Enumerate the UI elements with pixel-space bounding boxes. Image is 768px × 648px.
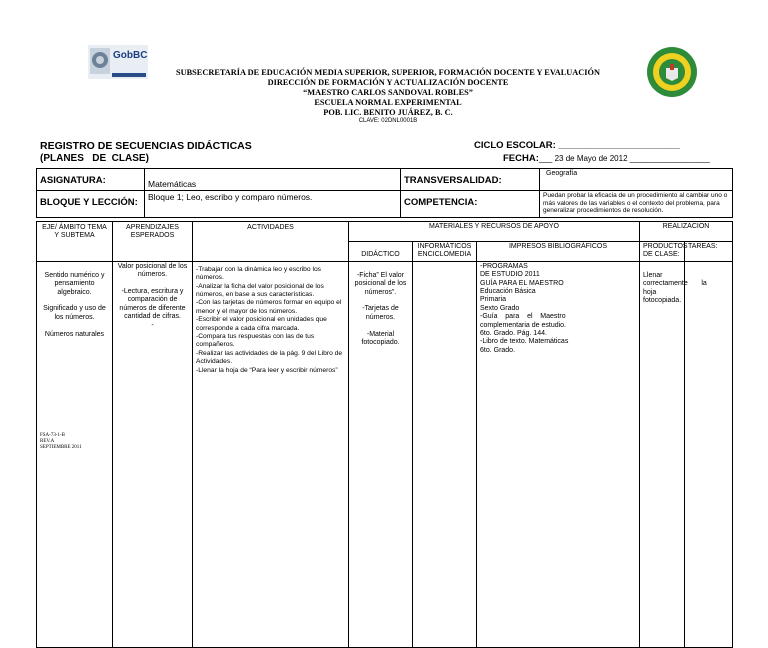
asignatura-value: Matemáticas bbox=[145, 169, 401, 191]
footer-code bbox=[40, 433, 82, 451]
header-clave: CLAVE: 02DNL0001B bbox=[358, 118, 418, 124]
transversalidad-value: Geografía bbox=[540, 169, 733, 191]
header-line-1: SUBSECRETARÍA DE EDUCACIÓN MEDIA SUPERIOR, SUPERIOR, FORMACIÓN DOCENTE Y EVALUACIÓN bbox=[176, 68, 600, 77]
planes-subtitle: (PLANES DE CLASE) bbox=[40, 153, 149, 164]
actividades-header: ACTIVIDADES bbox=[193, 222, 349, 262]
didactico-content: -Ficha” El valor posicional de los números”. -Tarjetas de números. -Material fotocopiado. bbox=[349, 261, 413, 647]
tareas-content bbox=[685, 261, 733, 647]
aprendizajes-header: APRENDIZAJES ESPERADOS bbox=[113, 222, 193, 262]
gobbc-logo-text: GobBC bbox=[113, 50, 148, 61]
materiales-header: MATERIALES Y RECURSOS DE APOYO bbox=[349, 222, 640, 242]
impresos-content: -PROGRAMAS DE ESTUDIO 2011 GUÍA PARA EL MAESTRO Educación Básica Primaria Sexto Grado -Guía para el Maestro complementaria de estudio. 6to. Grado. Pág. 144. -Libro de texto. Matemáticas 6to. Grado. bbox=[477, 261, 640, 647]
eje-content: Sentido numérico y pensamiento algebraico. Significado y uso de los números. Números naturales bbox=[37, 261, 113, 647]
informaticos-content bbox=[413, 261, 477, 647]
eje-header: EJE/ ÁMBITO TEMA Y SUBTEMA bbox=[37, 222, 113, 262]
productos-header: PRODUCTOS DE CLASE: bbox=[640, 242, 685, 262]
aprendizajes-content: Valor posicional de los números. -Lectura, escritura y comparación de números de diferente cantidad de cifras. - bbox=[113, 261, 193, 647]
header-line-3: “MAESTRO CARLOS SANDOVAL ROBLES” bbox=[303, 88, 473, 97]
didactico-header: DIDÁCTICO bbox=[349, 242, 413, 262]
ciclo-escolar-label: CICLO ESCOLAR: _______________________ bbox=[474, 140, 680, 151]
impresos-header: IMPRESOS BIBLIOGRÁFICOS bbox=[477, 242, 640, 262]
asignatura-table bbox=[36, 168, 733, 218]
fecha-value: ___ 23 de Mayo de 2012 __________________ bbox=[539, 154, 710, 163]
tareas-header: TAREAS: bbox=[685, 242, 733, 262]
informaticos-header: INFORMÁTICOS ENCICLOMEDIA bbox=[413, 242, 477, 262]
competencia-label: COMPETENCIA: bbox=[401, 191, 540, 218]
transversalidad-label: TRANSVERSALIDAD: bbox=[401, 169, 540, 191]
registro-title: REGISTRO DE SECUENCIAS DIDÁCTICAS bbox=[40, 140, 252, 152]
realizacion-header: REALIZACION bbox=[640, 222, 733, 242]
header-line-5: POB. LIC. BENITO JUÁREZ, B. C. bbox=[323, 108, 453, 117]
bloque-value: Bloque 1; Leo, escribo y comparo números. bbox=[145, 191, 401, 218]
footer-line-1: FSA-73-1-B bbox=[40, 433, 66, 438]
header-line-2: DIRECCIÓN DE FORMACIÓN Y ACTUALIZACIÓN DOCENTE bbox=[267, 78, 509, 87]
header-line-4: ESCUELA NORMAL EXPERIMENTAL bbox=[314, 98, 462, 107]
competencia-value: Puedan probar la eficacia de un procedimiento al cambiar uno o más valores de las variables o el contexto del problema, para generalizar procedimientos de resolución. bbox=[540, 191, 733, 218]
footer-line-2: REV.A bbox=[40, 439, 55, 444]
footer-line-3: SEPTIEMBRE 2011 bbox=[40, 445, 82, 450]
asignatura-label: ASIGNATURA: bbox=[37, 169, 145, 191]
bloque-label: BLOQUE Y LECCIÓN: bbox=[37, 191, 145, 218]
productos-content: Llenar correctamente la hoja fotocopiada. bbox=[640, 261, 685, 647]
secuencia-table bbox=[36, 221, 733, 648]
school-seal-logo bbox=[646, 46, 698, 98]
actividades-content: -Trabajar con la dinámica leo y escribo los números. -Analizar la ficha del valor posicional de los números, en base a sus características. -Con las tarjetas de números formar en equipo el menor y el mayor de los números. -Escribir el valor posicional en unidades que corresponde a cada cifra marcada. -Compara tus respuestas con las de tus compañeros. -Realizar las actividades de la pág. 9 del Libro de Actividades. -Llenar la hoja de “Para leer y escribir números” bbox=[193, 261, 349, 647]
fecha-label: FECHA: bbox=[503, 153, 539, 164]
